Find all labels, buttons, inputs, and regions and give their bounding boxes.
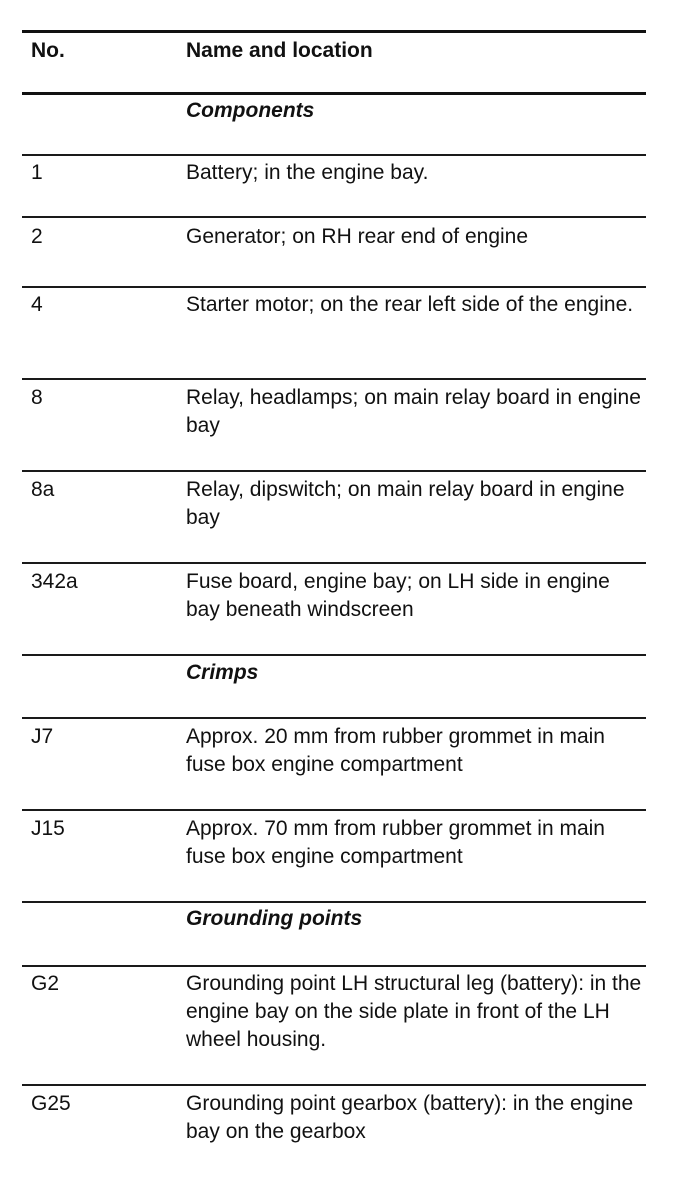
table-header (22, 33, 646, 92)
section-heading-crimps (22, 656, 646, 717)
section-title: Components (186, 99, 315, 122)
table-row (22, 288, 646, 378)
row-name: Relay, headlamps; on main relay board in engine bay (186, 386, 641, 437)
row-name: Approx. 70 mm from rubber grommet in main fuse box engine compartment (186, 817, 605, 868)
row-name: Grounding point LH structural leg (battery): in the engine bay on the side plate in front of the LH wheel housing. (186, 972, 642, 1051)
table-row (22, 218, 646, 286)
section-title: Grounding points (186, 907, 363, 930)
row-name: Relay, dipswitch; on main relay board in engine bay (186, 478, 625, 529)
table-row (22, 472, 646, 562)
table-row (22, 811, 646, 901)
row-name: Fuse board, engine bay; on LH side in engine bay beneath windscreen (186, 570, 610, 621)
header-no: No. (31, 39, 65, 62)
row-no: 1 (31, 161, 43, 184)
row-no: 8 (31, 386, 43, 409)
row-name: Generator; on RH rear end of engine (186, 225, 529, 248)
row-name: Battery; in the engine bay. (186, 161, 429, 184)
table-row (22, 719, 646, 809)
row-no: G25 (31, 1092, 71, 1115)
section-title: Crimps (186, 661, 259, 684)
row-no: J7 (31, 725, 54, 748)
table-row (22, 380, 646, 470)
table-row (22, 1086, 646, 1158)
row-name: Starter motor; on the rear left side of the engine. (186, 293, 634, 316)
parts-table (22, 30, 646, 1158)
row-name: Grounding point gearbox (battery): in the engine bay on the gearbox (186, 1092, 634, 1143)
row-no: 8a (31, 478, 55, 501)
row-no: G2 (31, 972, 60, 995)
row-no: 342a (31, 570, 78, 593)
table-row (22, 564, 646, 654)
section-heading-grounding-points (22, 903, 646, 965)
header-name: Name and location (186, 39, 373, 62)
row-name: Approx. 20 mm from rubber grommet in main fuse box engine compartment (186, 725, 605, 776)
table-row (22, 967, 646, 1084)
table-row (22, 156, 646, 216)
row-no: J15 (31, 817, 65, 840)
row-no: 2 (31, 225, 43, 248)
row-no: 4 (31, 293, 43, 316)
section-heading-components (22, 95, 646, 154)
